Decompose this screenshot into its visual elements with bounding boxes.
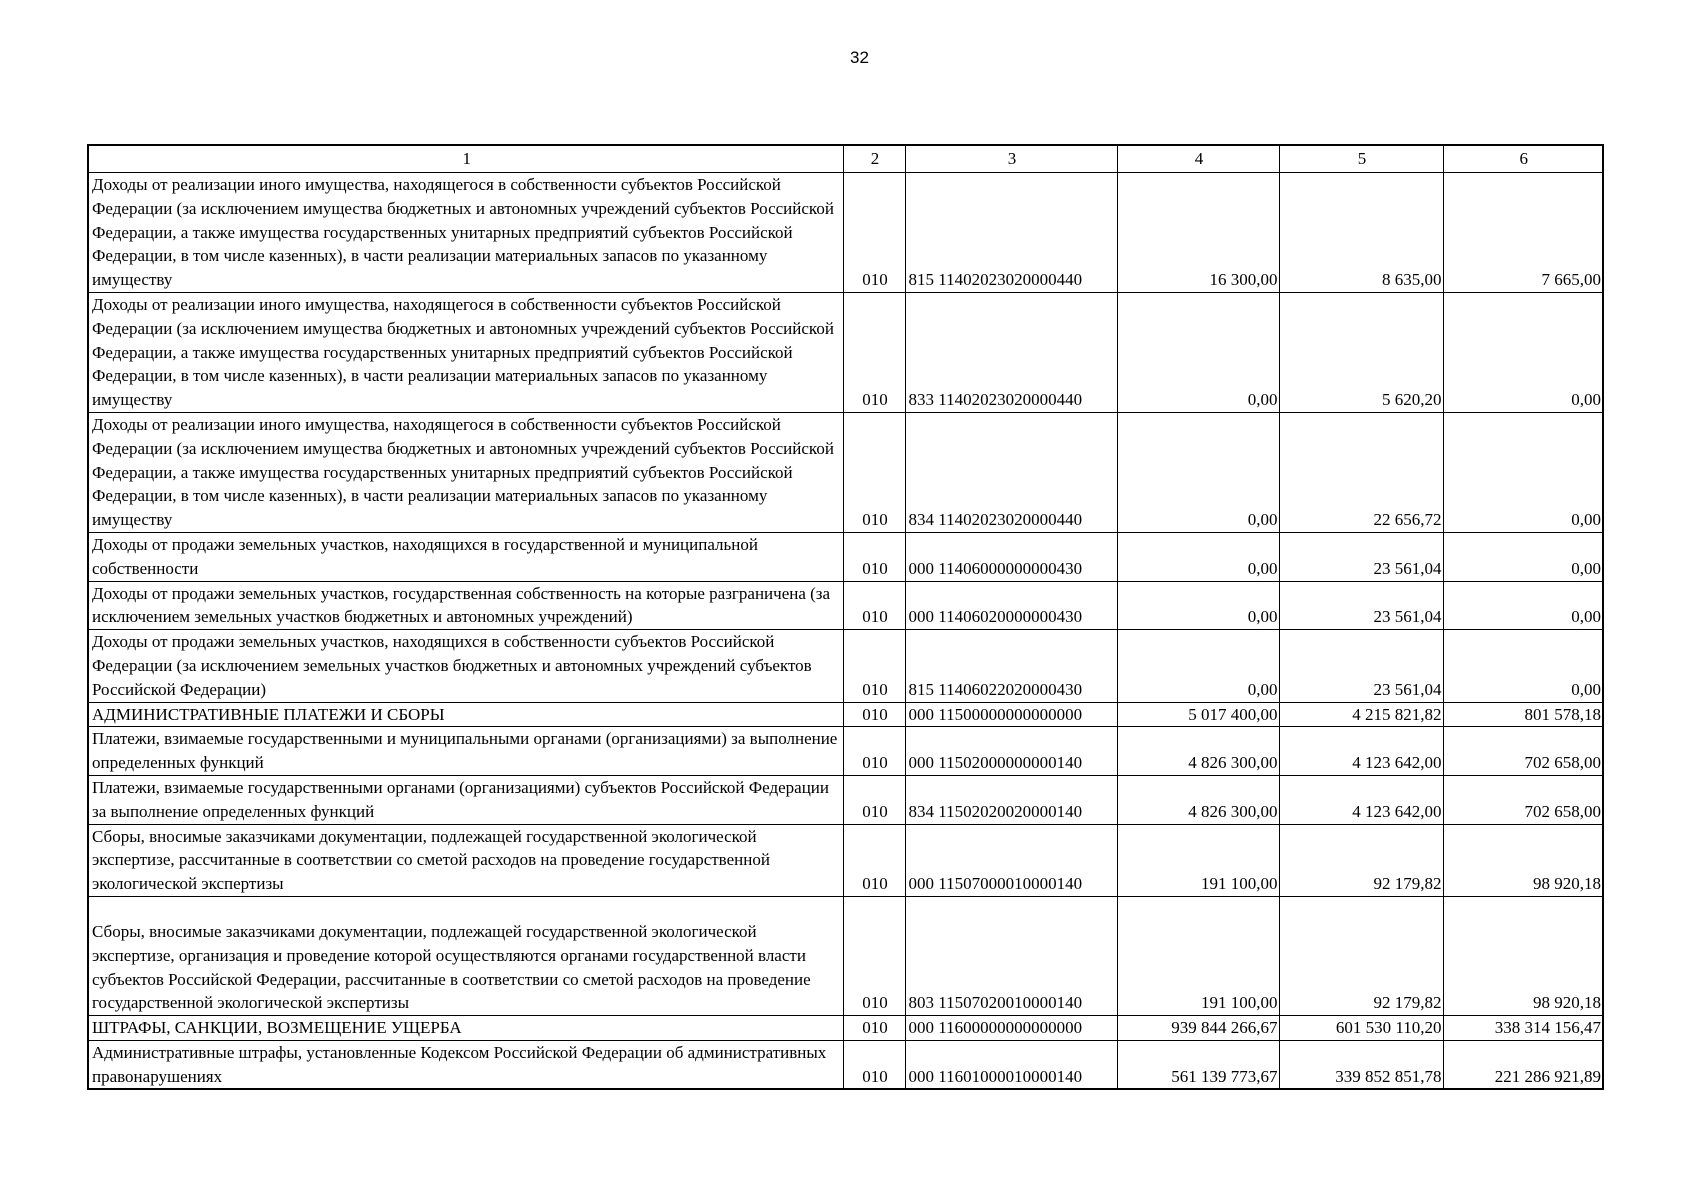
kbk-code-cell: 803 11507020010000140	[905, 896, 1117, 1015]
executed-amount-cell: 5 620,20	[1279, 292, 1443, 412]
approved-amount-cell: 5 017 400,00	[1117, 702, 1279, 727]
revenue-name-cell: Доходы от продажи земельных участков, государственная собственность на которые разграничена (за исключением земельных участков бюджетных и автономных учреждений)	[88, 581, 843, 630]
unexecuted-amount-cell: 801 578,18	[1443, 702, 1603, 727]
revenue-name-cell: Доходы от реализации иного имущества, находящегося в собственности субъектов Российской Федерации (за исключением имущества бюджетных и автономных учреждений субъектов Российской Федерации, а также имущества государственных унитарных предприятий субъектов Российской Федерации, в том числе казенных), в части реализации материальных запасов по указанному имуществу	[88, 412, 843, 532]
kbk-code-cell: 000 11600000000000000	[905, 1016, 1117, 1041]
column-header-3: 3	[905, 145, 1117, 173]
unexecuted-amount-cell: 7 665,00	[1443, 173, 1603, 293]
table-row	[88, 727, 1603, 776]
line-code-cell: 010	[843, 292, 905, 412]
revenue-name-cell: Платежи, взимаемые государственными органами (организациями) субъектов Российской Федерации за выполнение определенных функций	[88, 775, 843, 824]
table-row	[88, 702, 1603, 727]
kbk-code-cell: 000 11406020000000430	[905, 581, 1117, 630]
kbk-code-cell: 815 11402023020000440	[905, 173, 1117, 293]
executed-amount-cell: 92 179,82	[1279, 896, 1443, 1015]
approved-amount-cell: 4 826 300,00	[1117, 775, 1279, 824]
executed-amount-cell: 22 656,72	[1279, 412, 1443, 532]
kbk-code-cell: 815 11406022020000430	[905, 630, 1117, 702]
unexecuted-amount-cell: 702 658,00	[1443, 775, 1603, 824]
kbk-code-cell: 834 11502020020000140	[905, 775, 1117, 824]
table-row	[88, 1040, 1603, 1089]
unexecuted-amount-cell: 0,00	[1443, 412, 1603, 532]
unexecuted-amount-cell: 338 314 156,47	[1443, 1016, 1603, 1041]
executed-amount-cell: 92 179,82	[1279, 824, 1443, 896]
approved-amount-cell: 0,00	[1117, 581, 1279, 630]
approved-amount-cell: 561 139 773,67	[1117, 1040, 1279, 1089]
executed-amount-cell: 23 561,04	[1279, 532, 1443, 581]
revenue-name-cell: Платежи, взимаемые государственными и муниципальными органами (организациями) за выполнение определенных функций	[88, 727, 843, 776]
approved-amount-cell: 939 844 266,67	[1117, 1016, 1279, 1041]
column-header-5: 5	[1279, 145, 1443, 173]
table-row	[88, 775, 1603, 824]
unexecuted-amount-cell: 98 920,18	[1443, 824, 1603, 896]
approved-amount-cell: 191 100,00	[1117, 824, 1279, 896]
approved-amount-cell: 0,00	[1117, 630, 1279, 702]
approved-amount-cell: 4 826 300,00	[1117, 727, 1279, 776]
line-code-cell: 010	[843, 824, 905, 896]
executed-amount-cell: 23 561,04	[1279, 581, 1443, 630]
line-code-cell: 010	[843, 532, 905, 581]
table-row	[88, 896, 1603, 1015]
unexecuted-amount-cell: 0,00	[1443, 630, 1603, 702]
line-code-cell: 010	[843, 173, 905, 293]
executed-amount-cell: 601 530 110,20	[1279, 1016, 1443, 1041]
executed-amount-cell: 4 215 821,82	[1279, 702, 1443, 727]
column-header-4: 4	[1117, 145, 1279, 173]
unexecuted-amount-cell: 221 286 921,89	[1443, 1040, 1603, 1089]
revenue-name-text: Сборы, вносимые заказчиками документации, подлежащей государственной экологической экспертизе, организация и проведение которой осуществляются органами государственной власти субъектов Российской Федерации, рассчитанные в соответствии со сметой расходов на проведение государственной экологической экспертизы	[92, 921, 811, 1013]
revenue-name-cell: Доходы от реализации иного имущества, находящегося в собственности субъектов Российской Федерации (за исключением имущества бюджетных и автономных учреждений субъектов Российской Федерации, а также имущества государственных унитарных предприятий субъектов Российской Федерации, в том числе казенных), в части реализации материальных запасов по указанному имуществу	[88, 292, 843, 412]
table-row	[88, 1016, 1603, 1041]
line-code-cell: 010	[843, 412, 905, 532]
unexecuted-amount-cell: 702 658,00	[1443, 727, 1603, 776]
executed-amount-cell: 8 635,00	[1279, 173, 1443, 293]
line-code-cell: 010	[843, 630, 905, 702]
column-header-6: 6	[1443, 145, 1603, 173]
table-row	[88, 581, 1603, 630]
line-code-cell: 010	[843, 727, 905, 776]
approved-amount-cell: 0,00	[1117, 532, 1279, 581]
unexecuted-amount-cell: 98 920,18	[1443, 896, 1603, 1015]
table-row	[88, 412, 1603, 532]
line-code-cell: 010	[843, 581, 905, 630]
table-row	[88, 173, 1603, 293]
revenue-name-cell: Доходы от продажи земельных участков, находящихся в собственности субъектов Российской Федерации (за исключением земельных участков бюджетных и автономных учреждений субъектов Российской Федерации)	[88, 630, 843, 702]
unexecuted-amount-cell: 0,00	[1443, 581, 1603, 630]
revenue-name-cell: АДМИНИСТРАТИВНЫЕ ПЛАТЕЖИ И СБОРЫ	[88, 702, 843, 727]
kbk-code-cell: 000 11502000000000140	[905, 727, 1117, 776]
executed-amount-cell: 339 852 851,78	[1279, 1040, 1443, 1089]
column-header-1: 1	[88, 145, 843, 173]
column-header-2: 2	[843, 145, 905, 173]
line-code-cell: 010	[843, 1016, 905, 1041]
kbk-code-cell: 000 11500000000000000	[905, 702, 1117, 727]
revenue-name-cell: Сборы, вносимые заказчиками документации, подлежащей государственной экологической экспертизе, рассчитанные в соответствии со сметой расходов на проведение государственной экологической экспертизы	[88, 824, 843, 896]
table-header-row	[88, 145, 1603, 173]
kbk-code-cell: 833 11402023020000440	[905, 292, 1117, 412]
revenue-name-cell	[88, 896, 843, 1015]
budget-revenue-table	[87, 144, 1604, 1090]
revenue-name-cell: Административные штрафы, установленные Кодексом Российской Федерации об административных правонарушениях	[88, 1040, 843, 1089]
unexecuted-amount-cell: 0,00	[1443, 292, 1603, 412]
kbk-code-cell: 000 11406000000000430	[905, 532, 1117, 581]
line-code-cell: 010	[843, 1040, 905, 1089]
line-code-cell: 010	[843, 896, 905, 1015]
approved-amount-cell: 16 300,00	[1117, 173, 1279, 293]
executed-amount-cell: 4 123 642,00	[1279, 727, 1443, 776]
executed-amount-cell: 23 561,04	[1279, 630, 1443, 702]
table-row	[88, 630, 1603, 702]
kbk-code-cell: 000 11601000010000140	[905, 1040, 1117, 1089]
revenue-name-cell: Доходы от продажи земельных участков, находящихся в государственной и муниципальной собственности	[88, 532, 843, 581]
page-number: 32	[850, 48, 869, 67]
approved-amount-cell: 191 100,00	[1117, 896, 1279, 1015]
table-row	[88, 292, 1603, 412]
table-row	[88, 532, 1603, 581]
executed-amount-cell: 4 123 642,00	[1279, 775, 1443, 824]
kbk-code-cell: 834 11402023020000440	[905, 412, 1117, 532]
approved-amount-cell: 0,00	[1117, 412, 1279, 532]
approved-amount-cell: 0,00	[1117, 292, 1279, 412]
kbk-code-cell: 000 11507000010000140	[905, 824, 1117, 896]
line-code-cell: 010	[843, 702, 905, 727]
revenue-name-cell: ШТРАФЫ, САНКЦИИ, ВОЗМЕЩЕНИЕ УЩЕРБА	[88, 1016, 843, 1041]
table-row	[88, 824, 1603, 896]
revenue-name-cell: Доходы от реализации иного имущества, находящегося в собственности субъектов Российской Федерации (за исключением имущества бюджетных и автономных учреждений субъектов Российской Федерации, а также имущества государственных унитарных предприятий субъектов Российской Федерации, в том числе казенных), в части реализации материальных запасов по указанному имуществу	[88, 173, 843, 293]
unexecuted-amount-cell: 0,00	[1443, 532, 1603, 581]
line-code-cell: 010	[843, 775, 905, 824]
